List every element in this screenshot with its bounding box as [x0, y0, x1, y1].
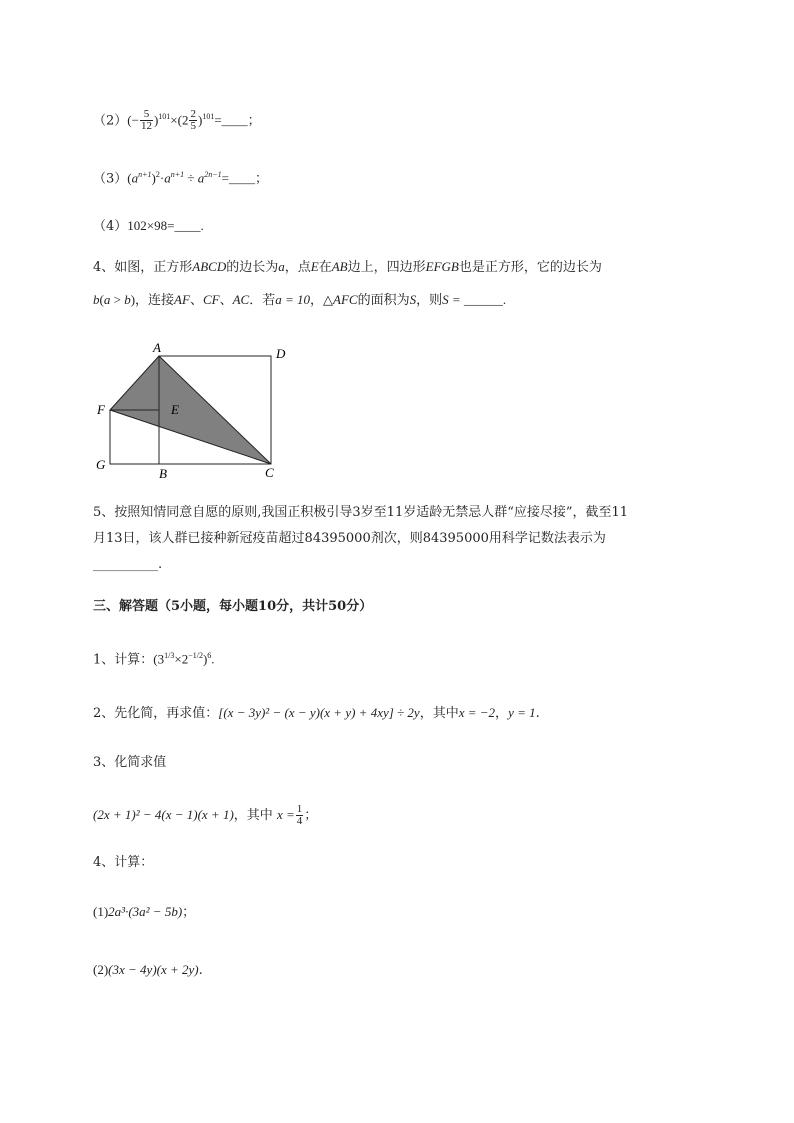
label-E: E — [171, 402, 179, 417]
fraction-1-4: $\frac{1}{4}$ — [296, 803, 303, 827]
solve-4-part-2: (2)(3x − 4y)(x + 2y). — [93, 962, 203, 978]
solve-3-title: 3、化简求值 — [93, 755, 167, 770]
geometry-figure — [90, 338, 300, 483]
solve-3-expression: (2x + 1)² − 4(x − 1)(x + 1)，其中 x = $\frac{1}{4}$ ； — [93, 803, 318, 827]
solve-4-part-1: (1)2a³·(3a² − 5b)； — [93, 904, 196, 920]
section-3-title: 三、解答题（5小题，每小题10分，共计50分） — [93, 599, 373, 614]
problem-3-label: （3） — [93, 171, 128, 187]
solve-1: 1、计算：$(3^{1/3}\times 2^{-1/2})^6$. — [93, 651, 215, 668]
label-G: G — [96, 457, 106, 472]
problem-2: （2）(− $\frac{5}{12}$ )$^{101}$×(2 $\frac{2}{5}$ )$^{101}$=____； — [93, 108, 261, 133]
label-C: C — [265, 465, 274, 480]
label-B: B — [159, 466, 167, 481]
question-5-line-2: 月13日，该人群已接种新冠疫苗超过84395000剂次，则84395000用科学记数法表示为 — [93, 531, 606, 546]
problem-3: $(3)(a^{n+1})^2\cdot a^{n+1}$ ÷ $a^{2n-1}=\_\_\_\_$； — [93, 170, 269, 187]
fraction-2-5: $\frac{2}{5}$ — [190, 108, 196, 133]
label-D: D — [276, 346, 286, 361]
problem-2-label: （2） — [93, 113, 128, 129]
solve-2: 2、先化简，再求值：[(x − 3y)² − (x − y)(x + y) + 4xy] ÷ 2y，其中x = −2，y = 1. — [93, 705, 540, 721]
fraction-5-12: $\frac{5}{12}$ — [140, 108, 152, 133]
question-5-line-3: __________. — [93, 557, 163, 572]
problem-4: （4）102×98=____. — [93, 218, 204, 234]
label-F: F — [97, 402, 105, 417]
question-4-line-2: b(a > b)，连接AF、CF、AC．若a = 10，△AFC的面积为S，则S = ______. — [93, 292, 507, 308]
label-A: A — [153, 340, 161, 355]
solve-4-title: 4、计算： — [93, 855, 154, 870]
question-5-line-1: 5、按照知情同意自愿的原则,我国正积极引导3岁至11岁适龄无禁忌人群“应接尽接”，截至11 — [93, 505, 629, 520]
question-4-line-1: 4、如图，正方形ABCD的边长为a，点E在AB边上，四边形EFGB也是正方形，它的边长为 — [93, 259, 602, 275]
